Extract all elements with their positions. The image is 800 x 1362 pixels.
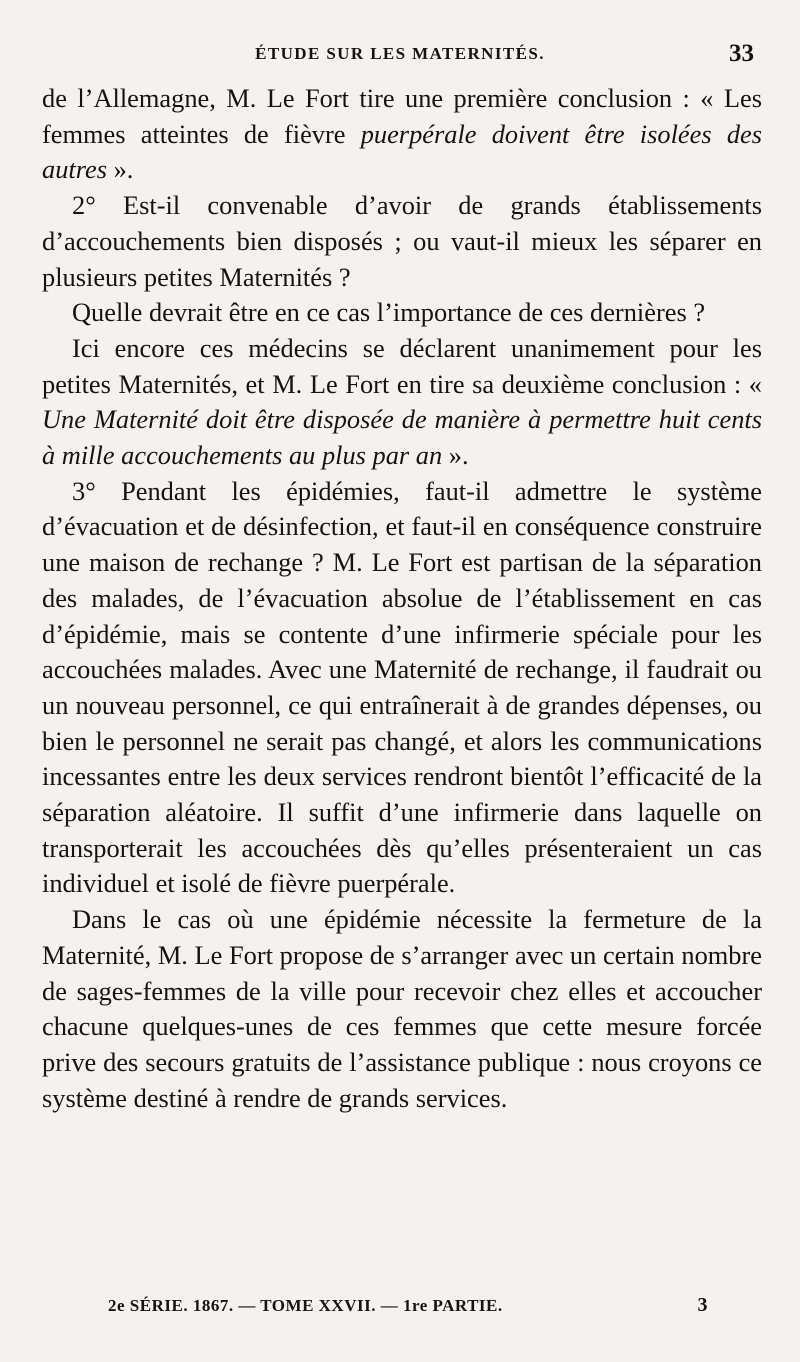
- running-head: [42, 40, 758, 70]
- paragraph-6: [42, 902, 762, 1116]
- text-segment: 2° Est-il convenable d’avoir de grands établissements d’accouchements bien disposés ; ou vaut-il mieux les séparer en plusieurs petites Maternités ?: [42, 190, 762, 292]
- paragraph-4: [42, 331, 762, 474]
- italic-quote: puerpérale doivent être isolées des autres: [42, 118, 763, 185]
- paragraph-3: [42, 295, 762, 331]
- text-segment: ».: [442, 440, 469, 471]
- text-segment: ».: [107, 154, 134, 185]
- signature-mark: 3: [697, 1294, 708, 1316]
- series-note: 2e SÉRIE. 1867. — TOME XXVII. — 1re PARTIE.: [108, 1296, 503, 1315]
- paragraph-5: [42, 474, 762, 902]
- italic-quote: Une Maternité doit être disposée de manière à permettre huit cents à mille accouchements au plus par an: [42, 404, 762, 471]
- text-segment: de l’Allemagne, M. Le Fort tire une première conclusion : « Les femmes atteintes de fièvre: [42, 83, 762, 149]
- paragraph-2: [42, 188, 762, 295]
- paragraph-1: [42, 81, 762, 188]
- text-segment: Ici encore ces médecins se déclarent unanimement pour les petites Maternités, et M. Le Fort en tire sa deuxième conclusion : «: [42, 332, 762, 399]
- text-segment: 3° Pendant les épidémies, faut-il admettre le système d’évacuation et de désinfection, et faut-il en conséquence construire une maison de rechange ? M. Le Fort est partisan de la séparation des malades, de l’évacuation absolue de l’établissement en cas d’épidémie, mais se contente d’une infirmerie spéciale pour les accouchées malades. Avec une Maternité de rechange, il faudrait ou un nouveau personnel, ce qui entraînerait à de grandes dépenses, ou bien le personnel ne serait pas changé, et alors les communications incessantes entre les deux services rendront bientôt l’efficacité de la séparation aléatoire. Il suffit d’une infirmerie dans laquelle on transporterait les accouchées dès qu’elles présenteraient un cas individuel et isolé de fièvre puerpérale.: [42, 475, 762, 899]
- body-text: [42, 81, 762, 1116]
- page-number: 33: [729, 40, 754, 67]
- page-footer: [42, 1296, 758, 1324]
- text-segment: Dans le cas où une épidémie nécessite la fermeture de la Maternité, M. Le Fort propose de s’arranger avec un certain nombre de sages-femmes de la ville pour recevoir chez elles et accoucher chacune quelques-unes de ces femmes que cette mesure forcée prive des secours gratuits de l’assistance publique : nous croyons ce système destiné à rendre de grands services.: [42, 904, 762, 1113]
- running-title: ÉTUDE SUR LES MATERNITÉS.: [255, 44, 545, 63]
- text-segment: Quelle devrait être en ce cas l’importance de ces dernières ?: [72, 297, 706, 328]
